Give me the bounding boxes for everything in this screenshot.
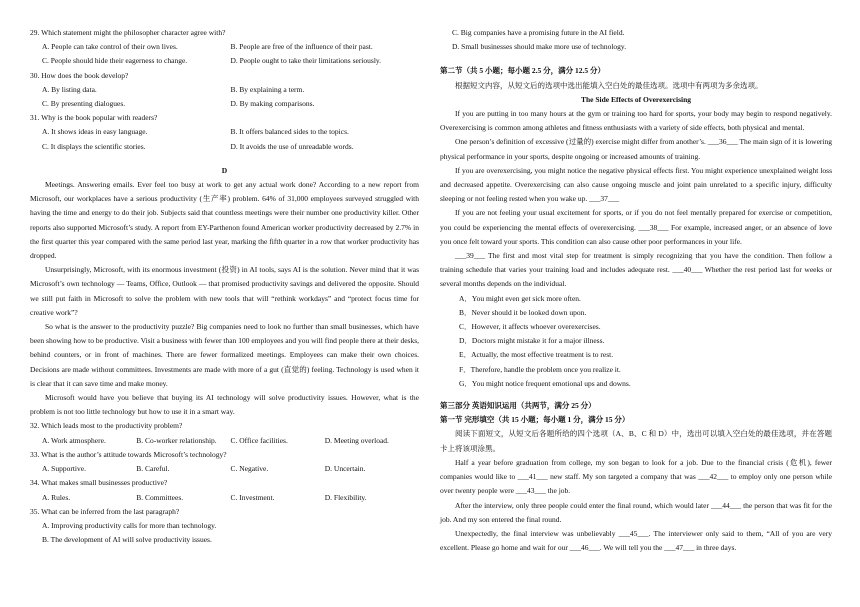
question-35-continued — [440, 26, 832, 54]
option-c: C. It displays the scientific stories. — [42, 141, 146, 151]
question-33 — [30, 448, 419, 476]
option-a: A．You might even get sick more often. — [459, 293, 581, 303]
option-c: C. Big companies have a promising future in the AI field. — [452, 28, 625, 37]
option-b: B. Committees. — [136, 492, 184, 502]
option-b: B. By explaining a term. — [230, 84, 305, 94]
question-text: 29. Which statement might the philosopher character agree with? — [30, 28, 226, 37]
option-c: C. Negative. — [230, 464, 269, 474]
passage-paragraph: Microsoft would have you believe that buying its AI technology will solve productivity issues. However, what is the problem is not too little technology but how to use it in a smart way. — [30, 393, 419, 417]
part-3-subheading: 第一节 完形填空（共 15 小题；每小题 1 分，满分 15 分） — [440, 415, 630, 425]
section-2-heading: 第二节（共 5 小题；每小题 2.5 分，满分 12.5 分） — [440, 66, 605, 76]
left-column — [30, 26, 419, 547]
question-35 — [30, 505, 419, 548]
option-b: B. Careful. — [136, 464, 170, 474]
option-d: D. By making comparisons. — [230, 99, 315, 109]
option-a: A. It shows ideas in easy language. — [42, 127, 148, 137]
option-d: D. Meeting overload. — [324, 435, 389, 445]
option-d: D. Uncertain. — [324, 464, 366, 474]
answer-options — [440, 292, 832, 391]
question-text: 32. Which leads most to the productivity problem? — [30, 421, 183, 431]
question-text: 30. How does the book develop? — [30, 70, 129, 80]
option-a: A. People can take control of their own lives. — [42, 42, 178, 52]
passage-title: The Side Effects of Overexercising — [580, 94, 692, 104]
option-b: B. Co-worker relationship. — [136, 435, 217, 445]
passage-paragraph: If you are putting in too many hours at the gym or training too hard for sports, your body may begin to respond negatively. Overexercising is common among athletes and fitness enthusiasts with a variety of side effects, both physical and mental. — [440, 109, 832, 133]
passage-paragraph: Unsurprisingly, Microsoft, with its enormous investment (投资) in AI tools, says AI is the solution. Never mind that it was Microsoft’s own technology — Teams, Office, Outlook — that promised productivity savings and delivered the opposite. Should we still put faith in Microsoft to solve the problem with new tools that will “rethink workdays” and “protect focus time for creative work”? — [30, 265, 419, 317]
option-a: A. By listing data. — [42, 84, 97, 94]
option-b: B．Never should it be looked down upon. — [459, 307, 587, 317]
option-c: C．However, it affects whoever overexercises. — [459, 322, 601, 332]
question-30 — [30, 69, 419, 112]
option-b: B. It offers balanced sides to the topics. — [230, 127, 349, 137]
option-a: A. Supportive. — [42, 464, 86, 474]
option-e: E．Actually, the most effective treatment is to rest. — [459, 350, 614, 360]
option-d: D. Small businesses should make more use of technology. — [452, 42, 627, 52]
question-text: 35. What can be inferred from the last paragraph? — [30, 506, 180, 516]
passage-paragraph: If you are not feeling your usual excitement for sports, or if you do not feel mentally prepared for exercise or competition, you could be experiencing the mental effects of overexercising. ___38___ For example, increased anger, or an absence of love you once felt toward your sports. This condition can also cause other poor performances in your life. — [440, 208, 832, 246]
option-a: A. Work atmosphere. — [42, 435, 106, 445]
cloze-paragraph: Half a year before graduation from college, my son began to look for a job. Due to the financial crisis (危机), fewer companies would like to ___41___ new staff. My son targeted a company that was ___42___ to employ only one person while over twenty people were ___43___ the job. — [440, 457, 832, 496]
section-2-instructions: 根据短文内容，从短文后的选项中选出能填入空白处的最佳选项。选项中有两项为多余选项。 — [455, 80, 763, 90]
section-d-heading: D — [221, 165, 228, 175]
part-3-instructions: 阅读下面短文，从短文后各题所给的四个选项（A、B、C 和 D）中，选出可以填入空白处的最佳选项，并在答题卡上将该项涂黑。 — [440, 429, 832, 453]
question-31 — [30, 111, 419, 154]
option-b: B. People are free of the influence of their past. — [230, 42, 373, 52]
cloze-paragraph: Unexpectedly, the final interview was unbelievably ___45___. The interviewer only said to them, “All of you are very excellent. Please go home and wait for our ___46___. We will tell you the ___47___ in three days. — [440, 528, 832, 553]
question-34 — [30, 476, 419, 504]
cloze-paragraph: After the interview, only three people could enter the final round, which would later ___44___ the person that was fit for the job. And my son entered the final round. — [440, 500, 832, 524]
passage-paragraph: If you are overexercising, you might notice the negative physical effects first. You might experience unexplained weight loss and decreased appetite. Overexercising can also cause ongoing muscle and joint pain unrelated to a specific injury, difficulty sleeping or not feeling rested when you wake up. ___37___ — [440, 165, 832, 204]
option-a: A. Improving productivity calls for more than technology. — [42, 520, 217, 530]
option-c: C. By presenting dialogues. — [42, 99, 126, 109]
option-d: D. Flexibility. — [324, 492, 367, 502]
part-3-heading: 第三部分 英语知识运用（共两节，满分 25 分） — [440, 401, 596, 411]
passage-paragraph: One person’s definition of excessive (过量的) exercise might differ from another’s. ___36___ The main sign of it is lowering physical performance in your sports, despite ongoing or increased amounts of training. — [440, 137, 832, 161]
question-29 — [30, 26, 419, 69]
option-b: B. The development of AI will solve productivity issues. — [42, 535, 212, 545]
option-c: C. People should hide their eagerness to change. — [42, 56, 188, 66]
passage-paragraph: ___39___ The first and most vital step for treatment is simply recognizing that you have the condition. Then follow a training schedule that varies your training load and includes adequate rest. ___40___ Whether the rest period last for weeks or several months depends on the individual. — [440, 251, 832, 289]
option-a: A. Rules. — [42, 492, 71, 502]
option-d: D．Doctors might mistake it for a major illness. — [459, 336, 605, 346]
right-column — [440, 26, 832, 555]
option-d: D. People ought to take their limitations seriously. — [230, 56, 382, 66]
question-text: 34. What makes small businesses productive? — [30, 478, 168, 488]
question-text: 33. What is the author’s attitude towards Microsoft’s technology? — [30, 449, 227, 459]
question-32 — [30, 419, 419, 447]
option-g: G．You might notice frequent emotional ups and downs. — [459, 378, 631, 388]
passage-paragraph: So what is the answer to the productivity puzzle? Big companies need to look no further than small businesses, which have been showing how to be productive. Visit a business with fewer than 100 employees and you will find people there at their desks, behind counters, or in front of machines. There are fewer formalized meetings. Employees can make their own choices. Decisions are made without committees. Investments are made with more of a gut (直觉的) feeling. Technology is used when it is clear that it can save time and make money. — [30, 322, 419, 388]
option-c: C. Office facilities. — [230, 435, 288, 445]
option-f: F．Therefore, handle the problem once you realize it. — [459, 364, 621, 374]
passage-paragraph: Meetings. Answering emails. Ever feel too busy at work to get any actual work done? According to a new report from Microsoft, our workplaces have a serious productivity (生产率) problem. 64% of 31,000 employees surveyed struggled with having the time and energy to do their job. Subjects said that countless meetings were their number one productivity killer. Other reports also supported Microsoft’s study. A report from EY-Parthenon found American worker productivity decreased by 2.7% in the first quarter this year compared with the same period last year, marking the fifth quarter in a row that worker productivity has dropped. — [30, 180, 419, 261]
option-d: D. It avoids the use of unreadable words. — [230, 141, 354, 151]
option-c: C. Investment. — [230, 492, 275, 502]
question-text: 31. Why is the book popular with readers? — [30, 113, 158, 123]
